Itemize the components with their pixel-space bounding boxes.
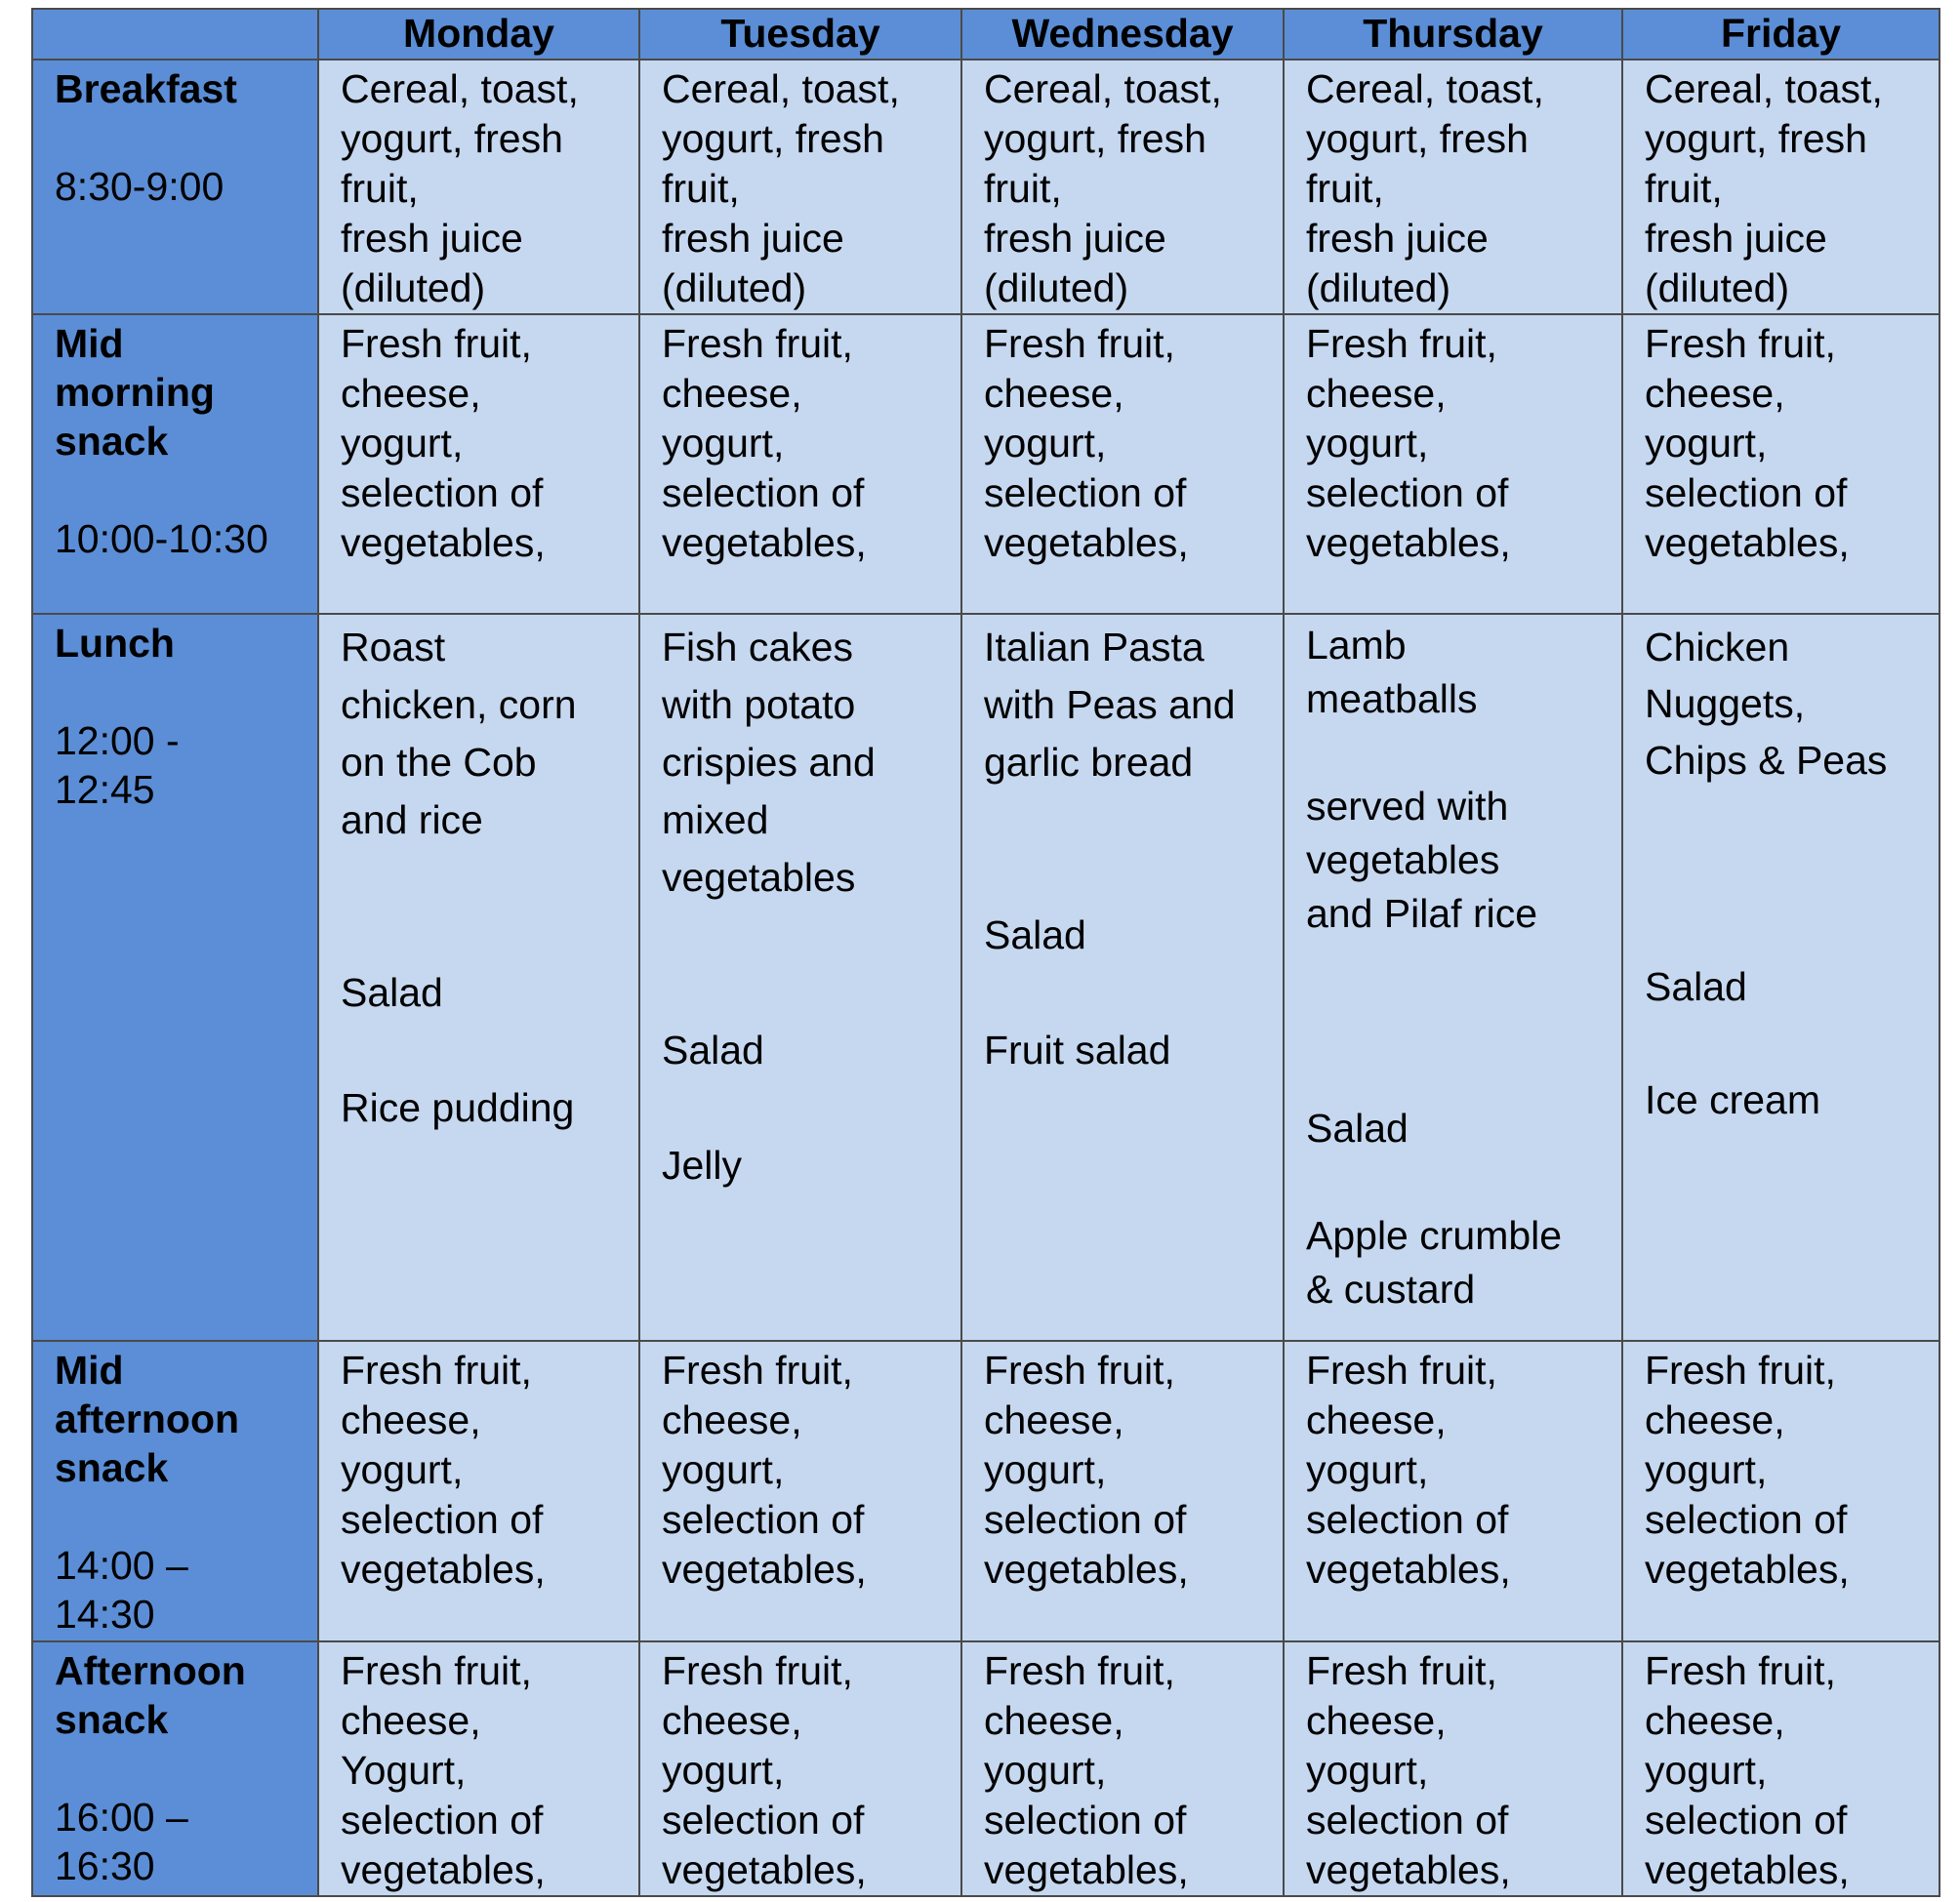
menu-cell [318,60,639,314]
meal-label-cell [32,1341,318,1641]
menu-text: Fresh fruit, cheese, yogurt, selection of vegetables, [1645,1648,1850,1892]
header-row [32,9,1940,60]
menu-cell [1284,1641,1622,1896]
menu-cell [961,1641,1284,1896]
table-row-mid-morning-snack [32,314,1940,614]
menu-cell [639,1641,961,1896]
menu-cell [1622,614,1940,1341]
menu-cell [961,60,1284,314]
menu-text: Fresh fruit, cheese, yogurt, selection of vegetables, [984,321,1189,565]
menu-text: Fresh fruit, cheese, yogurt, selection of vegetables, [984,1648,1189,1892]
meal-label-cell [32,60,318,314]
menu-cell [639,614,961,1341]
meal-name: Mid afternoon snack [55,1348,240,1490]
menu-cell [318,1341,639,1641]
menu-cell [961,1341,1284,1641]
meal-name: Mid morning snack [55,321,215,464]
table-row-afternoon-snack [32,1641,1940,1896]
menu-text: Fresh fruit, cheese, yogurt, selection of vegetables, [1645,1348,1850,1592]
menu-text: Cereal, toast, yogurt, fresh fruit, fresh juice (diluted) [1645,66,1883,310]
menu-text: Cereal, toast, yogurt, fresh fruit, fresh juice (diluted) [984,66,1222,310]
menu-text: Fresh fruit, cheese, yogurt, selection of vegetables, [1306,1648,1511,1892]
menu-text: Fresh fruit, cheese, yogurt, selection of vegetables, [1645,321,1850,565]
day-header-tuesday: Tuesday [639,9,961,60]
menu-cell [639,60,961,314]
menu-text: Cereal, toast, yogurt, fresh fruit, fresh juice (diluted) [662,66,900,310]
menu-cell [639,314,961,614]
table-row-mid-afternoon-snack [32,1341,1940,1641]
meal-time: 8:30-9:00 [55,164,225,209]
menu-text: Cereal, toast, yogurt, fresh fruit, fresh juice (diluted) [1306,66,1544,310]
day-header-friday: Friday [1622,9,1940,60]
corner-cell [32,9,318,60]
menu-text: Fresh fruit, cheese, yogurt, selection of vegetables, [662,1348,867,1592]
menu-cell [1622,1641,1940,1896]
menu-text: Fresh fruit, cheese, yogurt, selection of vegetables, [662,321,867,565]
menu-text: Fresh fruit, cheese, yogurt, selection of vegetables, [662,1648,867,1892]
menu-cell [1622,1341,1940,1641]
menu-text: Fresh fruit, cheese, Yogurt, selection of vegetables, [341,1648,546,1892]
day-header-wednesday: Wednesday [961,9,1284,60]
table-row-breakfast [32,60,1940,314]
meal-label-cell [32,1641,318,1896]
menu-text: Roast chicken, corn on the Cob and rice Salad Rice pudding [341,625,577,1130]
menu-cell [1284,614,1622,1341]
meal-name: Afternoon snack [55,1648,246,1742]
day-header-thursday: Thursday [1284,9,1622,60]
menu-text: Fresh fruit, cheese, yogurt, selection of vegetables, [984,1348,1189,1592]
meal-name: Breakfast [55,66,237,111]
menu-cell [1622,314,1940,614]
table-row-lunch [32,614,1940,1341]
menu-text: Cereal, toast, yogurt, fresh fruit, fresh juice (diluted) [341,66,579,310]
meal-label-cell [32,314,318,614]
menu-text: Lamb meatballs served with vegetables and Pilaf rice Salad Apple crumble & custard [1306,623,1563,1312]
weekly-menu-table [31,8,1940,1897]
meal-time: 14:00 – 14:30 [55,1543,188,1637]
meal-name: Lunch [55,621,175,666]
menu-cell [639,1341,961,1641]
menu-text: Fresh fruit, cheese, yogurt, selection of vegetables, [1306,1348,1511,1592]
menu-cell [961,314,1284,614]
menu-text: Italian Pasta with Peas and garlic bread Salad Fruit salad [984,625,1236,1072]
meal-time: 10:00-10:30 [55,516,268,561]
menu-text: Fresh fruit, cheese, yogurt, selection of vegetables, [1306,321,1511,565]
menu-text: Fresh fruit, cheese, yogurt, selection of vegetables, [341,1348,546,1592]
menu-text: Chicken Nuggets, Chips & Peas Salad Ice cream [1645,625,1888,1122]
meal-time: 16:00 – 16:30 [55,1795,188,1888]
menu-cell [1284,60,1622,314]
menu-cell [318,614,639,1341]
day-header-monday: Monday [318,9,639,60]
menu-text: Fish cakes with potato crispies and mixed vegetables Salad Jelly [662,625,876,1188]
menu-cell [1284,314,1622,614]
meal-time: 12:00 - 12:45 [55,718,180,812]
menu-cell [318,1641,639,1896]
menu-text: Fresh fruit, cheese, yogurt, selection of vegetables, [341,321,546,565]
meal-label-cell [32,614,318,1341]
menu-cell [1284,1341,1622,1641]
menu-cell [318,314,639,614]
menu-cell [961,614,1284,1341]
menu-cell [1622,60,1940,314]
